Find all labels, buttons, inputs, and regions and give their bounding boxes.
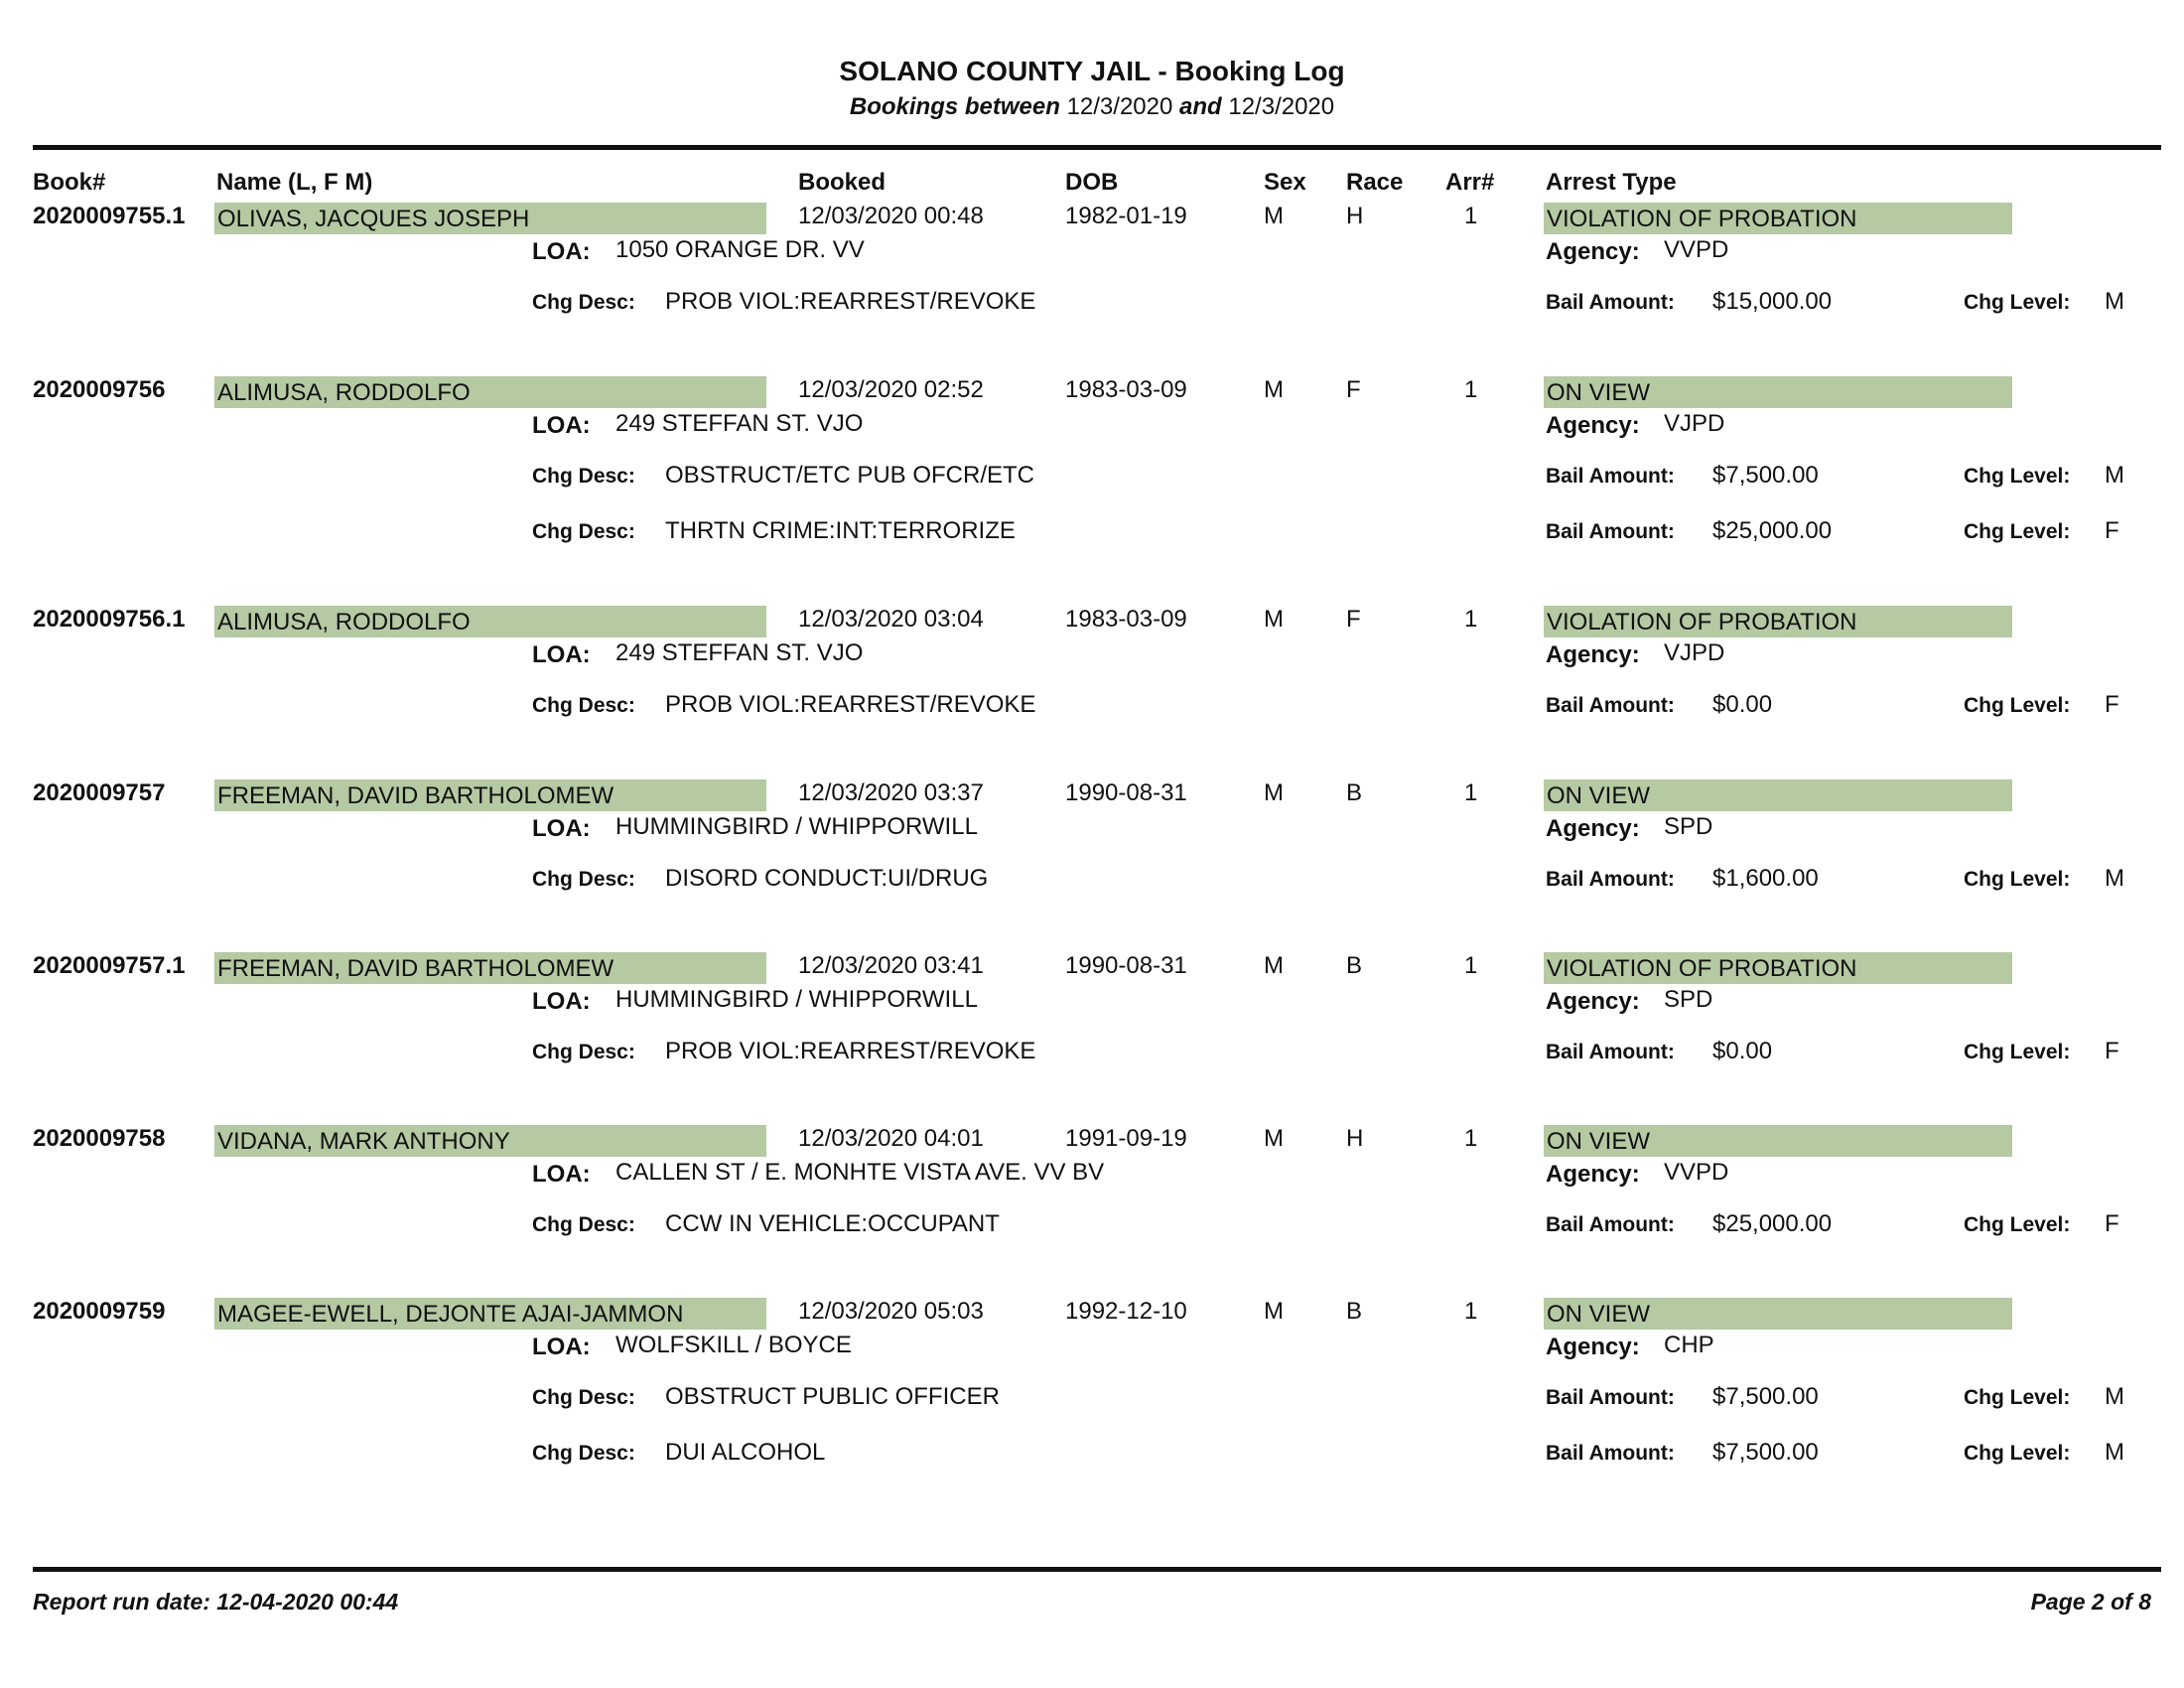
chg-level-label: Chg Level:: [1964, 1442, 2071, 1465]
loa-value: 249 STEFFAN ST. VJO: [615, 410, 864, 437]
chg-desc-value: THRTN CRIME:INT:TERRORIZE: [665, 517, 1016, 544]
agency-label: Agency:: [1546, 1161, 1640, 1188]
arrest-count: 1: [1464, 606, 1478, 633]
arrest-count: 1: [1464, 952, 1478, 979]
race: B: [1346, 1298, 1363, 1325]
date-to: 12/3/2020: [1228, 93, 1335, 120]
book-number: 2020009757: [33, 779, 166, 806]
bail-amount-value: $25,000.00: [1712, 517, 1833, 544]
bail-amount-label: Bail Amount:: [1546, 1213, 1675, 1236]
loa-label: LOA:: [532, 238, 591, 265]
arrest-type: VIOLATION OF PROBATION: [1544, 606, 2012, 637]
chg-desc-value: DISORD CONDUCT:UI/DRUG: [665, 865, 989, 892]
chg-desc-value: DUI ALCOHOL: [665, 1439, 826, 1466]
book-number: 2020009755.1: [33, 203, 186, 229]
race: H: [1346, 1125, 1364, 1152]
arrest-type: ON VIEW: [1544, 1125, 2012, 1157]
agency-value: SPD: [1664, 986, 1713, 1013]
bail-amount-value: $15,000.00: [1712, 288, 1833, 315]
chg-level-value: F: [2105, 517, 2119, 544]
book-number: 2020009758: [33, 1125, 166, 1152]
arrest-type: ON VIEW: [1544, 376, 2012, 408]
loa-label: LOA:: [532, 815, 591, 842]
loa-label: LOA:: [532, 641, 591, 668]
inmate-name: FREEMAN, DAVID BARTHOLOMEW: [214, 779, 766, 811]
col-name: Name (L, F M): [216, 169, 373, 196]
chg-level-value: M: [2105, 462, 2124, 489]
book-number: 2020009757.1: [33, 952, 186, 979]
chg-desc-label: Chg Desc:: [532, 291, 635, 314]
bail-amount-label: Bail Amount:: [1546, 694, 1675, 717]
sex: M: [1264, 376, 1284, 403]
col-dob: DOB: [1065, 169, 1119, 196]
chg-desc-value: PROB VIOL:REARREST/REVOKE: [665, 288, 1036, 315]
loa-value: CALLEN ST / E. MONHTE VISTA AVE. VV BV: [615, 1159, 1105, 1186]
chg-level-label: Chg Level:: [1964, 465, 2071, 488]
agency-label: Agency:: [1546, 815, 1640, 842]
booked-datetime: 12/03/2020 05:03: [798, 1298, 984, 1325]
chg-level-value: F: [2105, 1210, 2119, 1237]
chg-desc-label: Chg Desc:: [532, 1442, 635, 1465]
agency-value: VVPD: [1664, 1159, 1729, 1186]
dob: 1982-01-19: [1065, 203, 1187, 229]
inmate-name: ALIMUSA, RODDOLFO: [214, 606, 766, 637]
booked-datetime: 12/03/2020 04:01: [798, 1125, 984, 1152]
col-arr: Arr#: [1445, 169, 1495, 196]
chg-desc-label: Chg Desc:: [532, 1041, 635, 1063]
loa-value: HUMMINGBIRD / WHIPPORWILL: [615, 813, 978, 840]
dob: 1990-08-31: [1065, 952, 1187, 979]
agency-label: Agency:: [1546, 1334, 1640, 1360]
arrest-count: 1: [1464, 203, 1478, 229]
agency-value: SPD: [1664, 813, 1713, 840]
chg-level-value: M: [2105, 1439, 2124, 1466]
chg-desc-label: Chg Desc:: [532, 694, 635, 717]
book-number: 2020009756: [33, 376, 166, 403]
arrest-count: 1: [1464, 779, 1478, 806]
loa-label: LOA:: [532, 1161, 591, 1188]
chg-desc-label: Chg Desc:: [532, 1213, 635, 1236]
booked-datetime: 12/03/2020 02:52: [798, 376, 984, 403]
race: H: [1346, 203, 1364, 229]
bail-amount-value: $0.00: [1712, 691, 1773, 718]
sex: M: [1264, 779, 1284, 806]
agency-label: Agency:: [1546, 238, 1640, 265]
dob: 1991-09-19: [1065, 1125, 1187, 1152]
chg-desc-label: Chg Desc:: [532, 868, 635, 891]
agency-value: VJPD: [1664, 639, 1725, 666]
bail-amount-label: Bail Amount:: [1546, 291, 1675, 314]
report-title: SOLANO COUNTY JAIL - Booking Log: [839, 56, 1345, 86]
arrest-type: VIOLATION OF PROBATION: [1544, 203, 2012, 234]
arrest-type: VIOLATION OF PROBATION: [1544, 952, 2012, 984]
chg-level-value: F: [2105, 691, 2119, 718]
loa-label: LOA:: [532, 988, 591, 1015]
bail-amount-label: Bail Amount:: [1546, 1442, 1675, 1465]
subtitle-prefix: Bookings between: [849, 93, 1060, 120]
bail-amount-label: Bail Amount:: [1546, 868, 1675, 891]
dob: 1992-12-10: [1065, 1298, 1187, 1325]
col-arrest-type: Arrest Type: [1546, 169, 1677, 196]
arrest-count: 1: [1464, 1125, 1478, 1152]
loa-label: LOA:: [532, 412, 591, 439]
chg-level-label: Chg Level:: [1964, 1213, 2071, 1236]
loa-label: LOA:: [532, 1334, 591, 1360]
dob: 1983-03-09: [1065, 376, 1187, 403]
chg-desc-value: OBSTRUCT/ETC PUB OFCR/ETC: [665, 462, 1035, 489]
chg-level-value: F: [2105, 1038, 2119, 1064]
chg-desc-value: PROB VIOL:REARREST/REVOKE: [665, 691, 1036, 718]
chg-level-label: Chg Level:: [1964, 868, 2071, 891]
inmate-name: OLIVAS, JACQUES JOSEPH: [214, 203, 766, 234]
col-book: Book#: [33, 169, 106, 196]
bail-amount-label: Bail Amount:: [1546, 465, 1675, 488]
bail-amount-value: $7,500.00: [1712, 1383, 1819, 1410]
col-sex: Sex: [1264, 169, 1306, 196]
sex: M: [1264, 952, 1284, 979]
bail-amount-label: Bail Amount:: [1546, 520, 1675, 543]
sex: M: [1264, 1125, 1284, 1152]
arrest-type: ON VIEW: [1544, 779, 2012, 811]
chg-desc-label: Chg Desc:: [532, 1386, 635, 1409]
book-number: 2020009756.1: [33, 606, 186, 633]
loa-value: 249 STEFFAN ST. VJO: [615, 639, 864, 666]
chg-desc-value: OBSTRUCT PUBLIC OFFICER: [665, 1383, 1000, 1410]
race: B: [1346, 952, 1363, 979]
inmate-name: VIDANA, MARK ANTHONY: [214, 1125, 766, 1157]
sex: M: [1264, 606, 1284, 633]
top-divider: [33, 145, 2161, 150]
chg-level-value: M: [2105, 288, 2124, 315]
loa-value: 1050 ORANGE DR. VV: [615, 236, 865, 263]
arrest-count: 1: [1464, 376, 1478, 403]
bail-amount-value: $7,500.00: [1712, 1439, 1819, 1466]
chg-desc-value: PROB VIOL:REARREST/REVOKE: [665, 1038, 1036, 1064]
dob: 1990-08-31: [1065, 779, 1187, 806]
report-run-date: Report run date: 12-04-2020 00:44: [33, 1589, 399, 1615]
chg-level-label: Chg Level:: [1964, 1041, 2071, 1063]
bail-amount-value: $1,600.00: [1712, 865, 1819, 892]
bail-amount-value: $0.00: [1712, 1038, 1773, 1064]
inmate-name: MAGEE-EWELL, DEJONTE AJAI-JAMMON: [214, 1298, 766, 1330]
chg-level-label: Chg Level:: [1964, 291, 2071, 314]
sex: M: [1264, 1298, 1284, 1325]
loa-value: HUMMINGBIRD / WHIPPORWILL: [615, 986, 978, 1013]
arrest-type: ON VIEW: [1544, 1298, 2012, 1330]
sex: M: [1264, 203, 1284, 229]
booked-datetime: 12/03/2020 03:41: [798, 952, 984, 979]
chg-level-value: M: [2105, 1383, 2124, 1410]
chg-level-label: Chg Level:: [1964, 694, 2071, 717]
bail-amount-value: $7,500.00: [1712, 462, 1819, 489]
race: F: [1346, 376, 1361, 403]
bottom-divider: [33, 1567, 2161, 1572]
chg-level-label: Chg Level:: [1964, 520, 2071, 543]
agency-label: Agency:: [1546, 988, 1640, 1015]
date-from: 12/3/2020: [1066, 93, 1173, 120]
page-number: Page 2 of 8: [2030, 1589, 2151, 1615]
dob: 1983-03-09: [1065, 606, 1187, 633]
bail-amount-label: Bail Amount:: [1546, 1386, 1675, 1409]
inmate-name: ALIMUSA, RODDOLFO: [214, 376, 766, 408]
loa-value: WOLFSKILL / BOYCE: [615, 1332, 852, 1358]
report-subtitle: [0, 93, 2184, 121]
chg-desc-label: Chg Desc:: [532, 465, 635, 488]
inmate-name: FREEMAN, DAVID BARTHOLOMEW: [214, 952, 766, 984]
race: B: [1346, 779, 1363, 806]
agency-value: VJPD: [1664, 410, 1725, 437]
chg-level-label: Chg Level:: [1964, 1386, 2071, 1409]
book-number: 2020009759: [33, 1298, 166, 1325]
agency-value: VVPD: [1664, 236, 1729, 263]
race: F: [1346, 606, 1361, 633]
bail-amount-value: $25,000.00: [1712, 1210, 1833, 1237]
col-race: Race: [1346, 169, 1404, 196]
col-booked: Booked: [798, 169, 887, 196]
booked-datetime: 12/03/2020 03:04: [798, 606, 984, 633]
chg-level-value: M: [2105, 865, 2124, 892]
booked-datetime: 12/03/2020 00:48: [798, 203, 984, 229]
agency-label: Agency:: [1546, 641, 1640, 668]
agency-value: CHP: [1664, 1332, 1714, 1358]
chg-desc-value: CCW IN VEHICLE:OCCUPANT: [665, 1210, 1000, 1237]
booked-datetime: 12/03/2020 03:37: [798, 779, 984, 806]
chg-desc-label: Chg Desc:: [532, 520, 635, 543]
agency-label: Agency:: [1546, 412, 1640, 439]
subtitle-and: and: [1179, 93, 1222, 120]
arrest-count: 1: [1464, 1298, 1478, 1325]
bail-amount-label: Bail Amount:: [1546, 1041, 1675, 1063]
